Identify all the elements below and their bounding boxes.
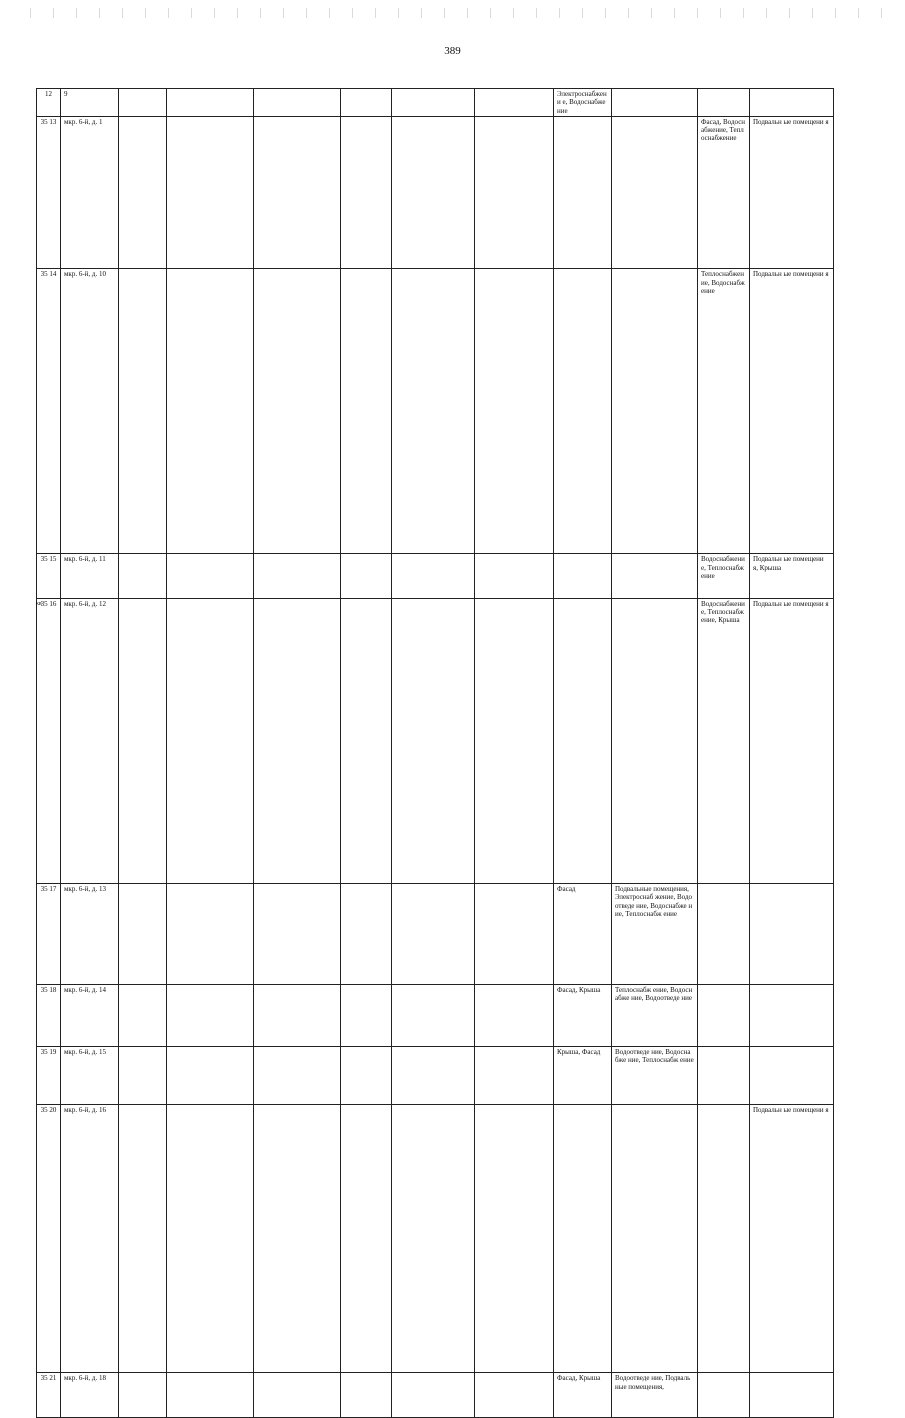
row-number: 35 15 bbox=[37, 554, 61, 598]
table-cell bbox=[167, 1104, 254, 1373]
table-cell bbox=[698, 1373, 750, 1418]
table-row bbox=[37, 1046, 834, 1104]
address-cell: мкр. 6-й, д. 14 bbox=[61, 984, 119, 1046]
table-cell bbox=[119, 116, 167, 268]
table-cell bbox=[475, 116, 554, 268]
table-cell bbox=[254, 883, 341, 984]
table-cell bbox=[475, 89, 554, 117]
table-row bbox=[37, 116, 834, 268]
row-number: 35 18 bbox=[37, 984, 61, 1046]
table-cell bbox=[119, 269, 167, 554]
table-cell: Крыша, Фасад bbox=[554, 1046, 612, 1104]
table-cell bbox=[392, 598, 475, 883]
table-cell bbox=[612, 598, 698, 883]
table-cell: Подвальн ые помещени я bbox=[750, 269, 834, 554]
table-cell: Электроснабжени е, Водоснабжение bbox=[554, 89, 612, 117]
row-number: 35 19 bbox=[37, 1046, 61, 1104]
table-cell bbox=[554, 116, 612, 268]
table-row bbox=[37, 1104, 834, 1373]
scan-artifact bbox=[30, 8, 890, 18]
table-row bbox=[37, 554, 834, 598]
table-cell bbox=[475, 1046, 554, 1104]
table-cell bbox=[475, 269, 554, 554]
table-cell: Водоснабжение, Теплоснабжение bbox=[698, 554, 750, 598]
row-number: 35 16 bbox=[37, 598, 61, 883]
row-number: 35 14 bbox=[37, 269, 61, 554]
table-cell bbox=[341, 1104, 392, 1373]
table-cell bbox=[698, 89, 750, 117]
row-number: 35 13 bbox=[37, 116, 61, 268]
table-cell: Подвальные помещения, Электроснаб жение, Водоотведе ние, Водоснабже ние, Теплоснабж ение bbox=[612, 883, 698, 984]
table-cell bbox=[475, 984, 554, 1046]
table-cell bbox=[612, 116, 698, 268]
table-cell bbox=[341, 1373, 392, 1418]
table-cell bbox=[341, 554, 392, 598]
table-cell bbox=[119, 598, 167, 883]
table-cell bbox=[167, 116, 254, 268]
table-header-row bbox=[37, 89, 834, 117]
row-number: 35 21 bbox=[37, 1373, 61, 1418]
table-cell bbox=[612, 89, 698, 117]
address-cell: мкр. 6-й, д. 10 bbox=[61, 269, 119, 554]
table-cell bbox=[167, 598, 254, 883]
table-cell: Водоснабжение, Теплоснабжение, Крыша bbox=[698, 598, 750, 883]
table-cell bbox=[392, 1046, 475, 1104]
table-cell: Подвальн ые помещени я bbox=[750, 116, 834, 268]
address-cell: мкр. 6-й, д. 15 bbox=[61, 1046, 119, 1104]
page-number: 389 bbox=[444, 45, 461, 57]
table-row bbox=[37, 598, 834, 883]
table-cell bbox=[341, 598, 392, 883]
register-table bbox=[36, 88, 834, 1418]
table-cell bbox=[167, 1373, 254, 1418]
page-mark: кв bbox=[36, 601, 42, 607]
table-cell bbox=[698, 1104, 750, 1373]
table-cell bbox=[119, 1104, 167, 1373]
table-cell: Фасад, Водоснабжение, Теплоснабжение bbox=[698, 116, 750, 268]
table-cell bbox=[254, 116, 341, 268]
address-cell: мкр. 6-й, д. 1 bbox=[61, 116, 119, 268]
table-cell bbox=[392, 554, 475, 598]
table-cell bbox=[475, 554, 554, 598]
address-cell: мкр. 6-й, д. 11 bbox=[61, 554, 119, 598]
table-cell: Водоотведе ние, Подвальные помещения, bbox=[612, 1373, 698, 1418]
table-cell bbox=[254, 1104, 341, 1373]
table-cell bbox=[392, 116, 475, 268]
table-cell: Фасад bbox=[554, 883, 612, 984]
table-cell bbox=[167, 554, 254, 598]
address-cell: мкр. 6-й, д. 13 bbox=[61, 883, 119, 984]
table-cell bbox=[392, 1373, 475, 1418]
table-cell bbox=[254, 269, 341, 554]
table-cell bbox=[341, 984, 392, 1046]
address-cell: мкр. 6-й, д. 16 bbox=[61, 1104, 119, 1373]
table-cell bbox=[254, 554, 341, 598]
address-cell: 9 bbox=[61, 89, 119, 117]
table-cell bbox=[392, 984, 475, 1046]
table-cell bbox=[475, 883, 554, 984]
table-cell bbox=[554, 269, 612, 554]
table-cell bbox=[341, 883, 392, 984]
table-cell bbox=[475, 1373, 554, 1418]
table-row bbox=[37, 269, 834, 554]
table-cell bbox=[392, 89, 475, 117]
table-cell bbox=[119, 984, 167, 1046]
table-cell bbox=[167, 1046, 254, 1104]
table-cell bbox=[612, 1104, 698, 1373]
table-cell bbox=[167, 269, 254, 554]
row-number: 35 17 bbox=[37, 883, 61, 984]
table-cell bbox=[119, 89, 167, 117]
table-cell bbox=[612, 269, 698, 554]
table-cell bbox=[750, 89, 834, 117]
table-cell: Фасад, Крыша bbox=[554, 984, 612, 1046]
table-cell bbox=[392, 883, 475, 984]
table-cell bbox=[341, 1046, 392, 1104]
table-cell bbox=[254, 598, 341, 883]
table-cell bbox=[554, 554, 612, 598]
address-cell: мкр. 6-й, д. 12 bbox=[61, 598, 119, 883]
table-cell: Теплоснабжение, Водоснабжение bbox=[698, 269, 750, 554]
table-cell bbox=[698, 883, 750, 984]
table-cell bbox=[254, 1373, 341, 1418]
table-cell bbox=[698, 1046, 750, 1104]
table-cell bbox=[167, 883, 254, 984]
table-cell bbox=[167, 984, 254, 1046]
table-cell bbox=[750, 883, 834, 984]
table-cell bbox=[750, 1373, 834, 1418]
table-cell: Фасад, Крыша bbox=[554, 1373, 612, 1418]
table-cell bbox=[119, 883, 167, 984]
table-cell: Подвальн ые помещени я, Крыша bbox=[750, 554, 834, 598]
table-cell bbox=[254, 1046, 341, 1104]
table-cell: Водоотведе ние, Водоснабже ние, Теплоснабж ение bbox=[612, 1046, 698, 1104]
table-cell bbox=[750, 1046, 834, 1104]
table-cell bbox=[341, 269, 392, 554]
table-cell bbox=[475, 1104, 554, 1373]
table-cell bbox=[392, 269, 475, 554]
table-row bbox=[37, 883, 834, 984]
table-cell bbox=[167, 89, 254, 117]
table-cell bbox=[119, 554, 167, 598]
table-row bbox=[37, 984, 834, 1046]
table-cell bbox=[612, 554, 698, 598]
table-cell bbox=[698, 984, 750, 1046]
table-cell bbox=[341, 89, 392, 117]
row-number: 12 bbox=[37, 89, 61, 117]
table-cell bbox=[119, 1046, 167, 1104]
table-cell: Теплоснабж ение, Водоснабже ние, Водоотведе ние bbox=[612, 984, 698, 1046]
table-cell bbox=[554, 1104, 612, 1373]
table-cell bbox=[475, 598, 554, 883]
table-cell bbox=[392, 1104, 475, 1373]
table-cell: Подвальн ые помещени я bbox=[750, 598, 834, 883]
table-cell bbox=[254, 89, 341, 117]
table-cell bbox=[119, 1373, 167, 1418]
table-row bbox=[37, 1373, 834, 1418]
table-cell bbox=[554, 598, 612, 883]
address-cell: мкр. 6-й, д. 18 bbox=[61, 1373, 119, 1418]
table-cell bbox=[750, 984, 834, 1046]
table-cell bbox=[341, 116, 392, 268]
row-number: 35 20 bbox=[37, 1104, 61, 1373]
table-cell bbox=[254, 984, 341, 1046]
table-cell: Подвальн ые помещени я bbox=[750, 1104, 834, 1373]
